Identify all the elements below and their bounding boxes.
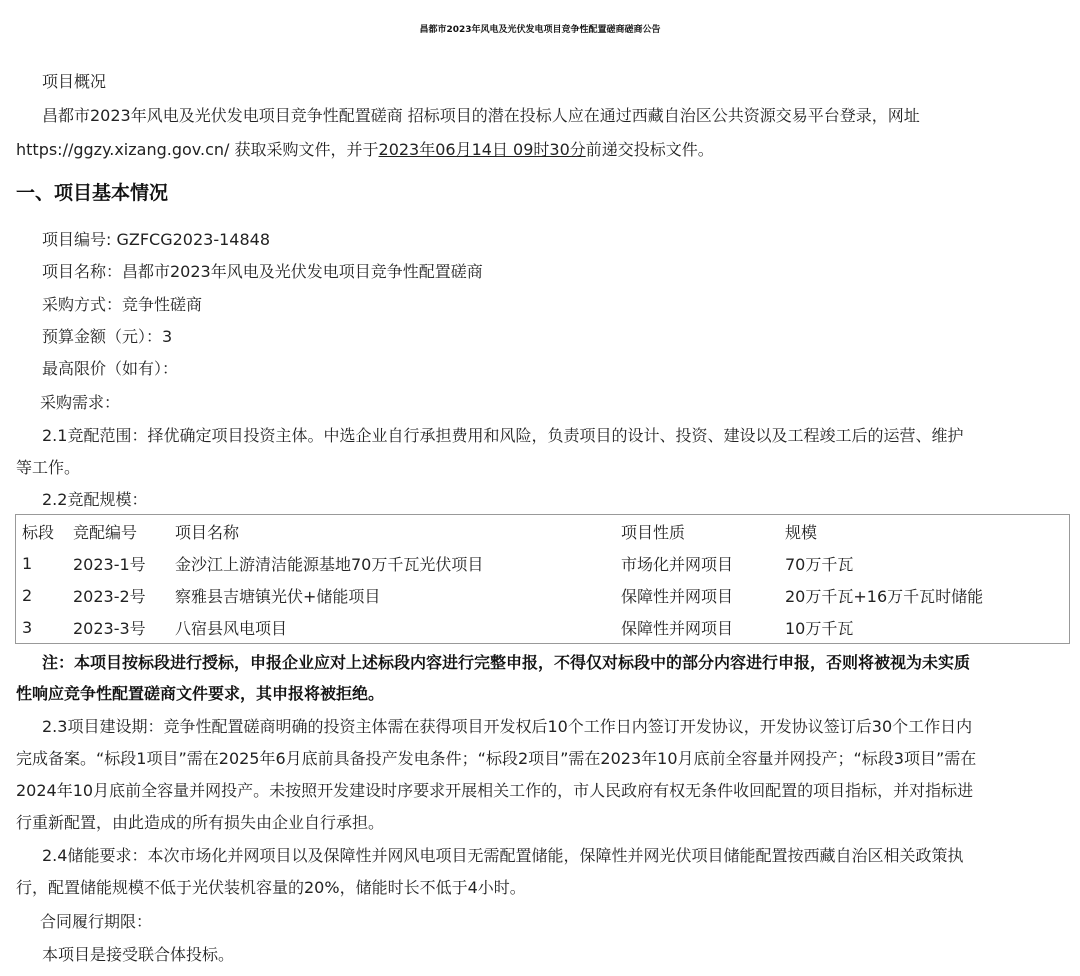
- purchase-requirements: 采购需求：: [40, 393, 121, 412]
- overview-text-line1: 昌都市2023年风电及光伏发电项目竞争性配置磋商 招标项目的潜在投标人应在通过西藏自治区公共资源交易平台登录，网址: [42, 106, 920, 125]
- table-cell: 保障性并网项目: [621, 618, 734, 638]
- max-price: 最高限价（如有）：: [42, 359, 179, 378]
- table-header-cell: 竞配编号: [73, 522, 138, 542]
- page-title: 昌都市2023年风电及光伏发电项目竞争性配置磋商磋商公告: [419, 25, 661, 35]
- table-cell: 市场化并网项目: [621, 554, 734, 574]
- table-cell: 2: [22, 585, 33, 605]
- note-line2: 性响应竞争性配置磋商文件要求，其申报将被拒绝。: [16, 684, 385, 703]
- construction-line4: 行重新配置，由此造成的所有损失由企业自行承担。: [16, 813, 385, 832]
- table-cell: 1: [22, 553, 33, 573]
- table-cell: 2023-3号: [73, 618, 146, 638]
- table-cell: 2023-2号: [73, 586, 146, 606]
- overview-text-line2: [16, 138, 714, 162]
- purchase-method: 采购方式：竞争性磋商: [42, 295, 203, 314]
- budget-amount: 预算金额（元）：3: [42, 327, 173, 346]
- project-name: 项目名称：昌都市2023年风电及光伏发电项目竞争性配置磋商: [42, 262, 483, 281]
- overview-url-text: https://ggzy.xizang.gov.cn/ 获取采购文件，并于: [16, 140, 379, 159]
- table-cell: 3: [22, 617, 33, 637]
- table-header-cell: 项目性质: [621, 522, 686, 542]
- table-cell: 八宿县风电项目: [175, 618, 288, 638]
- table-cell: 2023-1号: [73, 554, 146, 574]
- construction-line2: 完成备案。“标段1项目”需在2025年6月底前具备投产发电条件；“标段2项目”需在2023年10月底前全容量并网投产；“标段3项目”需在: [16, 749, 977, 768]
- overview-suffix: 前递交投标文件。: [585, 140, 714, 159]
- table-cell: 金沙江上游清洁能源基地70万千瓦光伏项目: [175, 554, 484, 574]
- construction-line1: 2.3项目建设期：竞争性配置磋商明确的投资主体需在获得项目开发权后10个工作日内签订开发协议，开发协议签订后30个工作日内: [42, 717, 973, 736]
- overview-heading: 项目概况: [42, 72, 107, 91]
- table-row: [16, 579, 1070, 611]
- table-header-cell: 项目名称: [175, 522, 240, 542]
- note-line1: 注：本项目按标段进行授标，申报企业应对上述标段内容进行完整申报，不得仅对标段中的部分内容进行申报，否则将被视为未实质: [42, 653, 971, 672]
- section-heading-basic-info: 一、项目基本情况: [16, 182, 169, 204]
- scope-line2: 等工作。: [16, 458, 81, 477]
- project-number: 项目编号: GZFCG2023-14848: [42, 230, 271, 249]
- table-row: [16, 547, 1070, 579]
- table-header-cell: 标段: [22, 522, 55, 542]
- scope-line1: 2.1竞配范围：择优确定项目投资主体。中选企业自行承担费用和风险，负责项目的设计、投资、建设以及工程竣工后的运营、维护: [42, 426, 964, 445]
- contract-period: 合同履行期限：: [40, 912, 153, 931]
- consortium-statement: 本项目是接受联合体投标。: [42, 945, 235, 964]
- table-cell: 70万千瓦: [785, 554, 854, 574]
- lots-table: [15, 514, 1070, 644]
- storage-line2: 行，配置储能规模不低于光伏装机容量的20%，储能时长不低于4小时。: [16, 878, 526, 897]
- storage-line1: 2.4储能要求：本次市场化并网项目以及保障性并网风电项目无需配置储能，保障性并网光伏项目储能配置按西藏自治区相关政策执: [42, 846, 964, 865]
- table-cell: 保障性并网项目: [621, 586, 734, 606]
- table-cell: 察雅县吉塘镇光伏+储能项目: [175, 586, 381, 606]
- table-cell: 10万千瓦: [785, 618, 854, 638]
- construction-line3: 2024年10月底前全容量并网投产。未按照开发建设时序要求开展相关工作的，市人民政府有权无条件收回配置的项目指标，并对指标进: [16, 781, 974, 800]
- table-header-row: [16, 515, 1070, 548]
- table-header-cell: 规模: [785, 522, 818, 542]
- table-row: [16, 611, 1070, 644]
- scale-heading: 2.2竞配规模：: [42, 490, 148, 509]
- bid-deadline: 2023年06月14日 09时30分: [378, 140, 586, 159]
- table-cell: 20万千瓦+16万千瓦时储能: [785, 586, 984, 606]
